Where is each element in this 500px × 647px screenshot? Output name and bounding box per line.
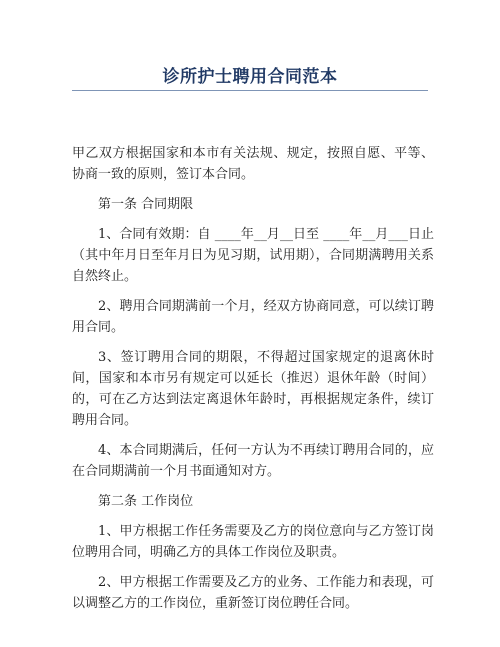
title-underline [72, 90, 428, 91]
clause-1-4: 4、本合同期满后，任何一方认为不再续订聘用合同的，应在合同期满前一个月书面通知对方。 [72, 443, 434, 479]
clause-1-3: 3、签订聘用合同的期限，不得超过国家规定的退离休时间，国家和本市另有规定可以延长（推迟）退休年龄（时间）的，可在乙方达到法定离退休年龄时，再根据规定条件，续订聘用合同。 [72, 350, 434, 428]
section-heading-term: 第一条 合同期限 [98, 197, 194, 212]
clause-2-2: 2、甲方根据工作需要及乙方的业务、工作能力和表现，可以调整乙方的工作岗位，重新签订岗位聘任合同。 [72, 575, 434, 611]
clause-1-2: 2、聘用合同期满前一个月，经双方协商同意，可以续订聘用合同。 [72, 299, 434, 335]
intro-paragraph: 甲乙双方根据国家和本市有关法规、规定，按照自愿、平等、协商一致的原则，签订本合同。 [72, 146, 434, 182]
clause-1-1: 1、合同有效期：自 ____年__月__日至 ____年__月___日止（其中年月日至年月日为见习期，试用期），合同期满聘用关系自然终止。 [72, 227, 434, 284]
clause-2-1: 1、甲方根据工作任务需要及乙方的岗位意向与乙方签订岗位聘用合同，明确乙方的具体工作岗位及职责。 [72, 524, 434, 560]
section-heading-position: 第二条 工作岗位 [98, 494, 194, 509]
document-body [72, 143, 434, 623]
document-title: 诊所护士聘用合同范本 [162, 67, 338, 87]
